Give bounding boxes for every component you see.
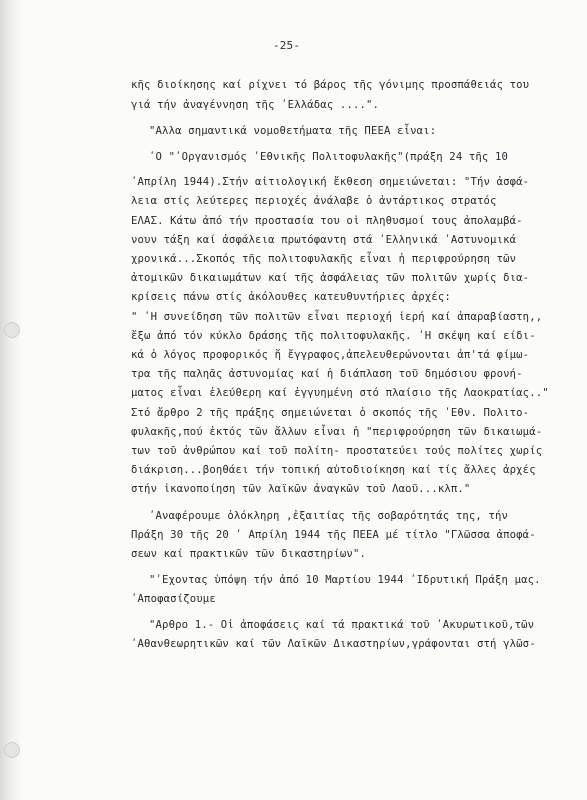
- text-line: ʹΑπρίλη 1944).Στήν αἰτιολογική ἔκθεση σημειώνεται: "Τήν ἀσφά-: [131, 176, 530, 188]
- text-line: χρονικά...Σκοπός τῆς πολιτοφυλακῆς εἶναι ἡ περιφρούρηση τῶν: [131, 253, 517, 265]
- text-line: λεια στίς λεύτερες περιοχές ἀνάλαβε ὁ ἀντάρτικος στρατός: [131, 195, 497, 207]
- text-line: " ʹΗ συνείδηση τῶν πολιτῶν εἶναι περιοχή ἱερή καί ἀπαραβίαστη,,: [131, 311, 543, 323]
- text-line: σεων καί πρακτικῶν τῶν δικαστηρίων".: [131, 548, 367, 560]
- punch-hole: [4, 742, 20, 758]
- text-line: "ʹΕχοντας ὑπόψη τήν ἀπό 10 Μαρτίου 1944 ʹΙδρυτική Πράξη μας.: [149, 574, 541, 586]
- text-line: ʹΑποφασίζουμε: [131, 593, 216, 605]
- text-line: Πράξη 30 τῆς 20 ʹ Απρίλη 1944 τῆς ΠΕΕΑ μέ τίτλο "Γλῶσσα ἀποφά-: [131, 529, 536, 541]
- text-line: ʹΟ "ʹΟργανισμός ʹΕθνικῆς Πολιτοφυλακῆς"(πράξη 24 τῆς 10: [149, 151, 509, 163]
- text-line: ματος εἶναι ἐλεύθερη καί ἐγγυημένη στό πλαίσιο τῆς Λαοκρατίας..": [131, 387, 549, 399]
- page-edge-shadow: [0, 0, 22, 800]
- text-line: ἔξω ἀπό τόν κύκλο δράσης τῆς πολιτοφυλακῆς. ʹΗ σκέψη καί είδι-: [131, 330, 536, 342]
- text-line: νουν τάξη καί ἀσφάλεια πρωτόφαντη στά ʹΕλληνικά ʹΑστυνομικά: [131, 234, 517, 246]
- text-line: κά ὁ λόγος προφορικός ἤ ἔγγραφος,ἀπελευθερώνονται ἀπ'τά φίμω-: [131, 349, 530, 361]
- text-line: ʹΑθανθεωρητικῶν καί τῶν Λαϊκῶν Δικαστηρίων,γράφονται στή γλῶσ-: [131, 638, 536, 650]
- text-line: φυλακῆς,πού ἐκτός τῶν ἄλλων εἶναι ἡ "περιφρούρηση τῶν δικαιωμά-: [131, 426, 543, 438]
- text-line: διάκριση...βοηθάει τήν τοπική αὐτοδιοίκηση καί τίς ἄλλες ἀρχές: [131, 464, 536, 476]
- punch-hole: [4, 322, 20, 338]
- text-line: κῆς διοίκησης καί ρίχνει τό βάρος τῆς γόνιμης προσπάθειάς του: [131, 79, 530, 91]
- text-line: ΕΛΑΣ. Κάτω ἀπό τήν προστασία του οἱ πληθυσμοί τους ἀπολαμβά-: [131, 215, 523, 227]
- text-line: ʹΑναφέρουμε ὁλόκληρη ,ἐξαιτίας τῆς σοβαρότητάς της, τήν: [149, 510, 509, 522]
- text-line: τρα τῆς παληᾶς ἀστυνομίας καί ἡ διάπλαση τοῦ δημόσιου φρονή-: [131, 368, 523, 380]
- text-line: ἀτομικῶν δικαιωμάτων καί τῆς ἀσφάλειας τῶν πολιτῶν χωρίς δια-: [131, 272, 530, 284]
- text-line: Στό ἄρθρο 2 τῆς πράξης σημειώνεται ὁ σκοπός τῆς ʹΕθν. Πολιτο-: [131, 407, 530, 419]
- text-line: των τοῦ ἀνθρώπου καί τοῦ πολίτη- προστατεύει τούς πολίτες χωρίς: [131, 445, 543, 457]
- text-line: γιά τήν ἀναγέννηση τῆς ʹΕλλάδας ....".: [131, 99, 380, 111]
- text-line: "Αρθρο 1.- Οἱ ἀποφάσεις καί τά πρακτικά τοῦ ʹΑκυρωτικοῦ,τῶν: [149, 619, 535, 631]
- text-line: κρίσεις πάνω στίς ἀκόλουθες κατευθυντήριες ἀρχές:: [131, 291, 451, 303]
- text-line: "Αλλα σημαντικά νομοθετήματα τῆς ΠΕΕΑ εἶναι:: [149, 125, 437, 137]
- page-number: -25-: [273, 39, 301, 52]
- text-line: στήν ἱκανοποίηση τῶν λαϊκῶν ἀναγκῶν τοῦ Λαοῦ...κλπ.": [131, 483, 471, 495]
